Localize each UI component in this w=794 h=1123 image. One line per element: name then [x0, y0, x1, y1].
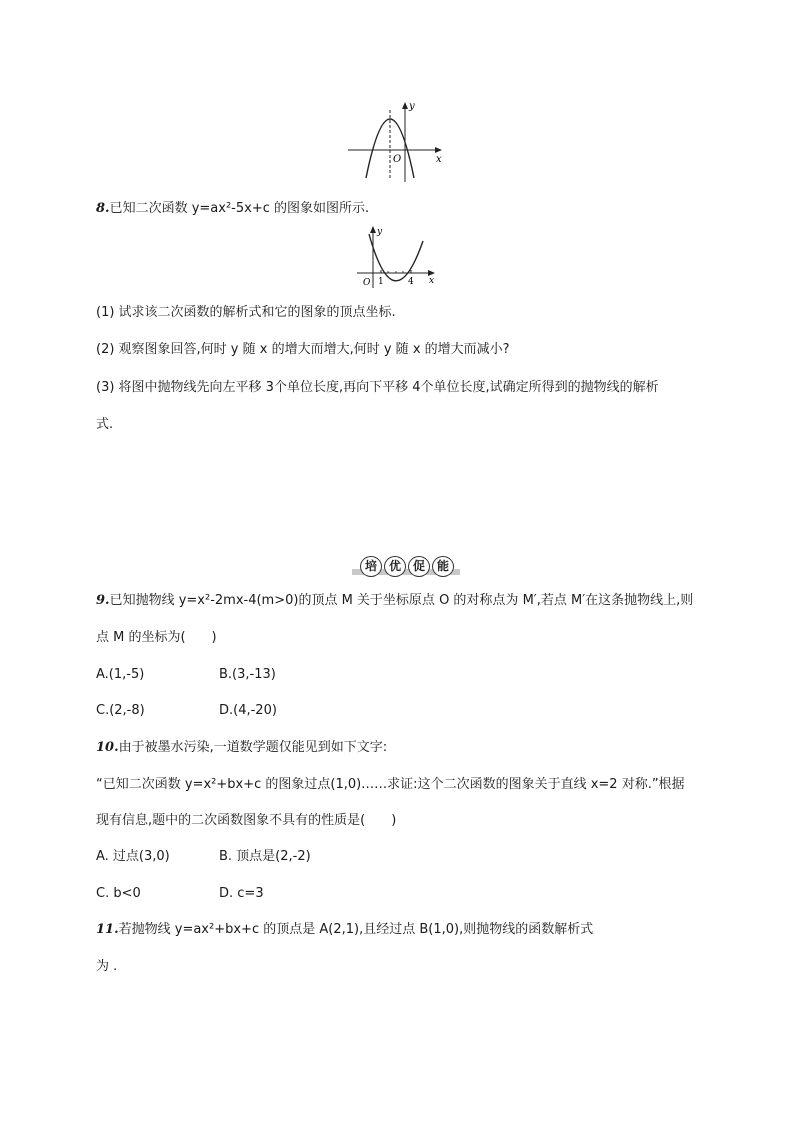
- q8-part3-line1: (3) 将图中抛物线先向左平移 3个单位长度,再向下平移 4个单位长度,试确定所得到的抛物线的解析: [96, 380, 659, 395]
- fig1-y-label: y: [409, 101, 415, 112]
- q11-text1: 若抛物线 y=ax²+bx+c 的顶点是 A(2,1),且经过点 B(1,0),则抛物线的函数解析式: [118, 922, 594, 937]
- fig2-x-label: x: [429, 276, 435, 286]
- fig2-origin-label: O: [363, 278, 371, 288]
- q11-line2: 为 .: [96, 959, 118, 974]
- parabola-figure-1: [348, 100, 448, 185]
- q9-option-c: C.(2,-8): [96, 703, 145, 718]
- fig2-y-label: y: [377, 227, 383, 237]
- q10-option-c: C. b<0: [96, 886, 141, 901]
- q9-line2: 点 M 的坐标为( ): [96, 630, 217, 645]
- q10-line3: 现有信息,题中的二次函数图象不具有的性质是( ): [96, 813, 397, 828]
- q10-option-a: A. 过点(3,0): [96, 849, 170, 864]
- fig2-tick-4: 4: [408, 277, 414, 287]
- fig2-tick-1: 1: [378, 277, 384, 287]
- q9-number: 9.: [96, 593, 110, 608]
- q10-line2: “已知二次函数 y=x²+bx+c 的图象过点(1,0)……求证:这个二次函数的图象关于直线 x=2 对称.”根据: [96, 777, 685, 792]
- section-char-2: 优: [384, 556, 406, 577]
- section-badge: [352, 556, 460, 578]
- q9-option-a: A.(1,-5): [96, 667, 145, 682]
- q8-part1: (1) 试求该二次函数的解析式和它的图象的顶点坐标.: [96, 305, 396, 320]
- q8-number: 8.: [96, 201, 110, 216]
- q9-text1: 已知抛物线 y=x²-2mx-4(m>0)的顶点 M 关于坐标原点 O 的对称点为 M′,若点 M′在这条抛物线上,则: [109, 593, 694, 608]
- section-char-4: 能: [432, 556, 454, 577]
- q10-line1: [96, 739, 387, 757]
- section-char-1: 培: [360, 556, 382, 577]
- q11-number: 11.: [96, 922, 119, 937]
- parabola-figure-2: [355, 224, 445, 292]
- q10-text1: 由于被墨水污染,一道数学题仅能见到如下文字:: [118, 740, 388, 755]
- q8-stem: 已知二次函数 y=ax²-5x+c 的图象如图所示.: [109, 201, 370, 216]
- q8-part2: (2) 观察图象回答,何时 y 随 x 的增大而增大,何时 y 随 x 的增大而减小?: [96, 342, 510, 357]
- q11-line1: [96, 921, 593, 939]
- q8-part3-line2: 式.: [96, 417, 114, 432]
- q8-stem-line: [96, 200, 369, 218]
- q10-option-d: D. c=3: [219, 886, 264, 901]
- section-char-3: 促: [408, 556, 430, 577]
- q9-option-d: D.(4,-20): [219, 703, 277, 718]
- q9-option-b: B.(3,-13): [219, 667, 276, 682]
- q9-line1: [96, 592, 693, 610]
- fig1-origin-label: O: [393, 154, 402, 165]
- fig1-x-label: x: [436, 154, 442, 165]
- q10-option-b: B. 顶点是(2,-2): [219, 849, 311, 864]
- q10-number: 10.: [96, 740, 119, 755]
